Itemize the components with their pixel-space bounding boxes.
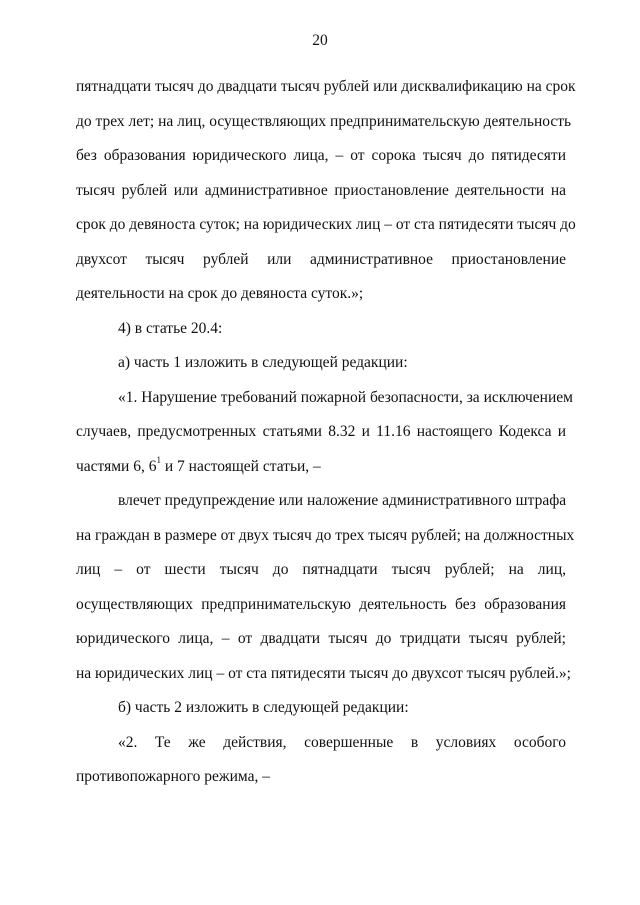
text-line-15: лиц – от шести тысяч до пятнадцати тысяч рублей; на лиц, — [76, 561, 566, 578]
text-line-13: влечет предупреждение или наложение административного штрафа — [118, 492, 567, 509]
text-line-12-part-a: частями 6, 6 — [76, 457, 157, 475]
text-line-10: «1. Нарушение требований пожарной безопасности, за исключением — [118, 388, 573, 406]
text-line-18: на юридических лиц – от ста пятидесяти тысяч до двухсот тысяч рублей.»; — [76, 664, 571, 682]
text-line-16: осуществляющих предпринимательскую деятельность без образования — [76, 595, 566, 613]
text-line-21: противопожарного режима, – — [76, 768, 270, 785]
text-line-6: двухсот тысяч рублей или административное приостановление — [76, 250, 566, 268]
text-line-3: без образования юридического лица, – от сорока тысяч до пятидесяти — [76, 147, 566, 164]
document-body — [76, 70, 576, 795]
text-line-12 — [76, 450, 566, 485]
text-line-5: срок до девяноста суток; на юридических лиц – от ста пятидесяти тысяч до — [76, 216, 576, 233]
superscript: 1 — [156, 455, 161, 466]
text-line-12-part-b: и 7 настоящей статьи, – — [160, 457, 321, 475]
text-line-2: до трех лет; на лиц, осуществляющих предпринимательскую деятельность — [76, 112, 572, 130]
text-line-20: «2. Те же действия, совершенные в условиях особого — [118, 733, 566, 751]
text-line-1: пятнадцати тысяч до двадцати тысяч рублей или дисквалификацию на срок — [76, 78, 576, 95]
text-line-11: случаев, предусмотренных статьями 8.32 и 11.16 настоящего Кодекса и — [76, 423, 566, 440]
text-line-7: деятельности на срок до девяноста суток.»; — [76, 285, 364, 302]
text-line-17: юридического лица, – от двадцати тысяч до тридцати тысяч рублей; — [76, 630, 566, 647]
page-number: 20 — [312, 32, 328, 49]
text-line-9: а) часть 1 изложить в следующей редакции: — [118, 354, 408, 371]
text-line-19: б) часть 2 изложить в следующей редакции: — [118, 699, 409, 716]
text-line-4: тысяч рублей или административное приостановление деятельности на — [76, 181, 566, 199]
text-line-14: на граждан в размере от двух тысяч до трех тысяч рублей; на должностных — [76, 526, 575, 544]
text-line-8: 4) в статье 20.4: — [118, 319, 223, 337]
